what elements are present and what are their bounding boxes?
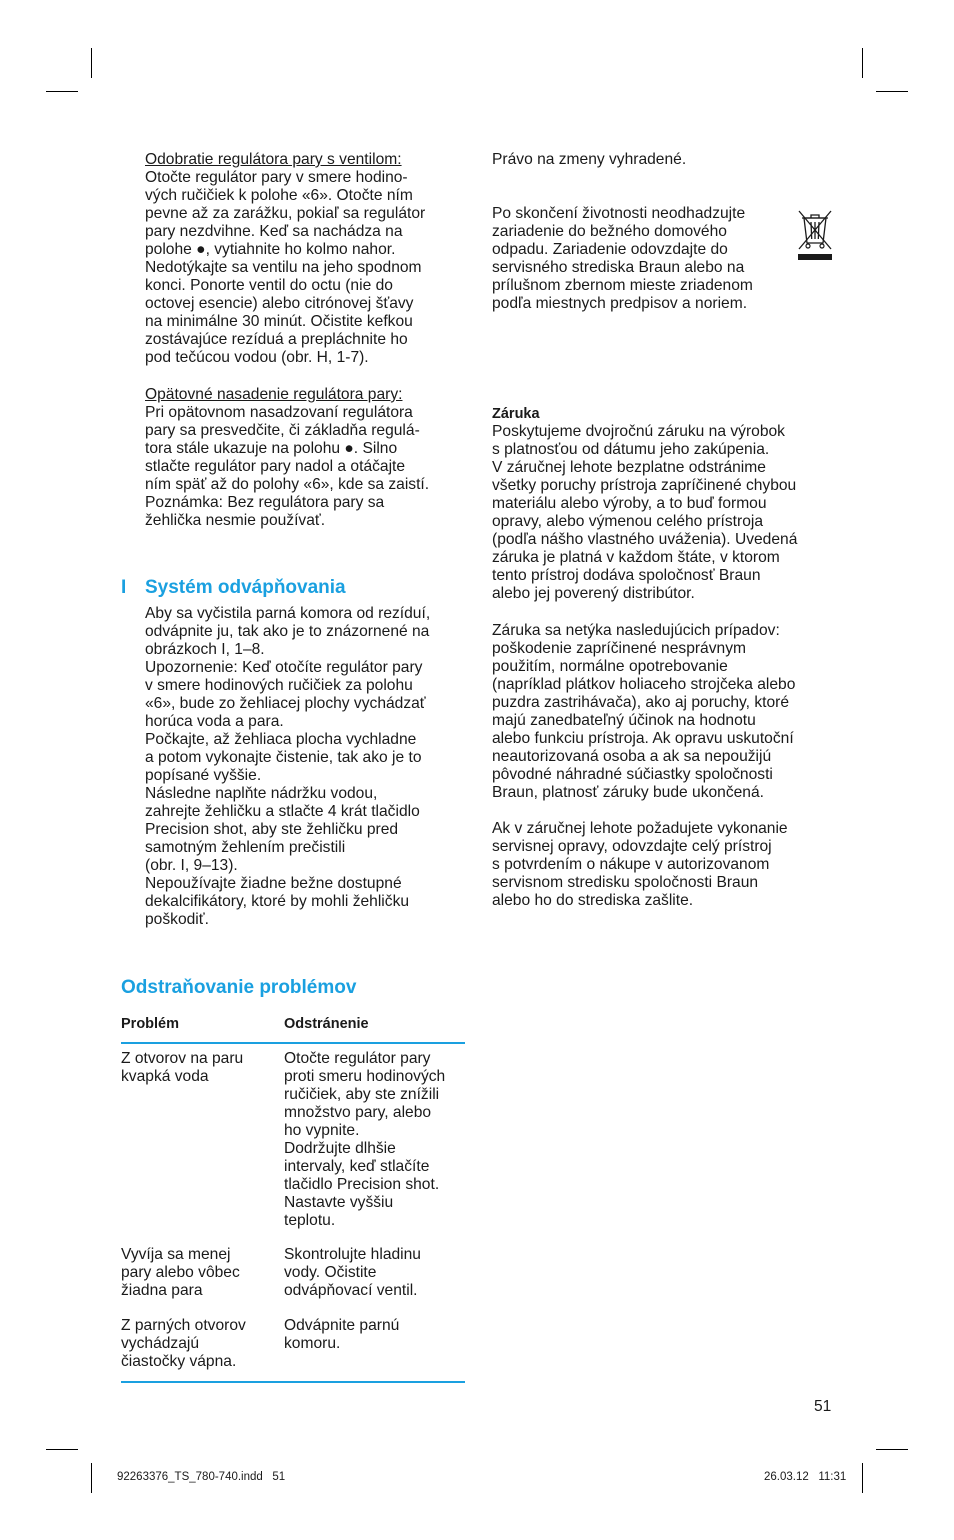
crop-mark — [876, 91, 908, 92]
section-title: Systém odvápňovania — [145, 577, 346, 598]
warranty-exclusions — [492, 622, 837, 802]
column-header-problem: Problém — [121, 1016, 180, 1032]
solution-cell: Otočte regulátor pary proti smeru hodinových ručičiek, aby ste znížili množstvo pary, alebo ho vypnite. Dodržujte dlhšie intervaly, keď stlačíte tlačidlo Precision shot. Nastavte vyššiu teplotu. — [284, 1050, 446, 1229]
descaling-section — [145, 605, 465, 929]
rights-text: Právo na zmeny vyhradené. — [492, 151, 687, 168]
crop-mark — [91, 48, 92, 78]
disposal-notice — [492, 205, 792, 313]
page-number: 51 — [814, 1398, 832, 1415]
warranty-text-2: Záruka sa netýka nasledujúcich prípadov: poškodenie zapríčinené nesprávnym použitím, normálne opotrebovanie (napríklad plátkov holiaceho strojčeka alebo puzdra zastrihávača), ako aj poruchy, ktoré majú zanedbateľný účinok na hodnotu alebo funkciu prístroja. Ak opravu uskutoční neautorizovaná osoba a ak sa nepoužijú pôvodné náhradné súčiastky spoločnosti Braun, platnosť záruky bude ukončená. — [492, 622, 796, 801]
warranty-service — [492, 820, 837, 910]
solution-cell: Skontrolujte hladinu vody. Očistite odvápňovací ventil. — [284, 1246, 421, 1299]
warranty-section — [492, 405, 837, 603]
table-rule — [121, 1042, 465, 1044]
problem-cell: Z otvorov na paru kvapká voda — [121, 1050, 244, 1085]
descaling-text: Aby sa vyčistila parná komora od rezíduí, odvápnite ju, tak ako je to znázornené na obrázkoch I, 1–8. Upozornenie: Keď otočíte regulátor pary v smere hodinových ručičiek za polohu «6», bude zo žehliacej plochy vychádzať horúca voda a para. Počkajte, až žehliaca plocha vychladne a potom vykonajte čistenie, tak ako je to popísané vyššie. Následne naplňte nádržku vodou, zahrejte žehličku a stlačte 4 krát tlačidlo Precision shot, aby ste žehličku pred samotným žehlením prečistili (obr. I, 9–13). Nepoužívajte žiadne bežne dostupné dekalcifikátory, ktoré by mohli žehličku poškodiť. — [145, 605, 431, 928]
problem-cell: Vyvíja sa menej pary alebo vôbec žiadna para — [121, 1246, 240, 1299]
crop-mark — [46, 91, 78, 92]
left-column — [145, 151, 465, 367]
warranty-text-3: Ak v záručnej lehote požadujete vykonanie servisnej opravy, odovzdajte celý prístroj s potvrdením o nákupe v autorizovanom servisnom stredisku spoločnosti Braun alebo ho do strediska zašlite. — [492, 820, 788, 909]
crop-mark — [876, 1449, 908, 1450]
solution-cell: Odvápnite parnú komoru. — [284, 1317, 400, 1352]
rights-reserved — [492, 151, 837, 169]
problem-cell: Z parných otvorov vychádzajú čiastočky vápna. — [121, 1317, 246, 1370]
warranty-text-1: Poskytujeme dvojročnú záruku na výrobok s platnosťou od dátumu jeho zakúpenia. V záručnej lehote bezplatne odstránime všetky poruchy prístroja zapríčinené chybou materiálu alebo výroby, a to buď formou opravy, alebo výmenou celého prístroja (podľa nášho vlastného uváženia). Uvedená záruka je platná v každom štáte, v ktorom tento prístroj dodáva spoločnosť Braun alebo jej poverený distribútor. — [492, 423, 798, 602]
crop-mark — [46, 1449, 78, 1450]
section-letter: I — [121, 577, 127, 598]
disposal-text: Po skončení životnosti neodhadzujte zariadenie do bežného domového odpadu. Zariadenie odovzdajte do servisného strediska Braun alebo na prílušnom zbernom mieste zriadenom podľa miestnych predpisov a noriem. — [492, 205, 753, 312]
weee-bin-icon — [796, 207, 834, 261]
crop-mark — [91, 1463, 92, 1493]
table-header — [121, 1014, 465, 1042]
steam-regulator-refit-text: Pri opätovnom nasadzovaní regulátora pary sa presvedčite, či základňa regulá- tora stále ukazuje na polohu ●. Silno stlačte regulátor pary nadol a otáčajte ním späť až do polohy «6», kde sa zaistí. Poznámka: Bez regulátora pary sa žehlička nesmie používať. — [145, 404, 430, 529]
crop-mark — [862, 48, 863, 78]
troubleshooting-title: Odstraňovanie problémov — [121, 977, 357, 998]
section-heading-descaling — [121, 577, 346, 599]
footer-date: 26.03.12 11:31 — [764, 1471, 847, 1483]
left-column-2 — [145, 386, 465, 530]
steam-regulator-refit-title: Opätovné nasadenie regulátora pary: — [145, 386, 403, 403]
troubleshooting-table — [121, 1014, 465, 1370]
warranty-title: Záruka — [492, 406, 540, 422]
steam-regulator-removal-title: Odobratie regulátora pary s ventilom: — [145, 151, 402, 168]
column-header-solution: Odstránenie — [284, 1016, 369, 1032]
steam-regulator-removal-text: Otočte regulátor pary v smere hodino- vých ručičiek k polohe «6». Otočte ním pevne až za zarážku, pokiaľ sa regulátor pary nezdvihne. Keď sa nachádza na polohe ●, vytiahnite ho kolmo nahor. Nedotýkajte sa ventilu na jeho spodnom konci. Ponorte ventil do octu (nie do octovej esencie) alebo citrónovej šťavy na minimálne 30 minút. Očistite kefkou zostávajúce rezíduá a prepláchnite ho pod tečúcou vodou (obr. H, 1-7). — [145, 169, 426, 366]
footer-file: 92263376_TS_780-740.indd 51 — [117, 1471, 286, 1483]
crop-mark — [862, 1463, 863, 1493]
table-bottom-rule — [121, 1381, 465, 1383]
